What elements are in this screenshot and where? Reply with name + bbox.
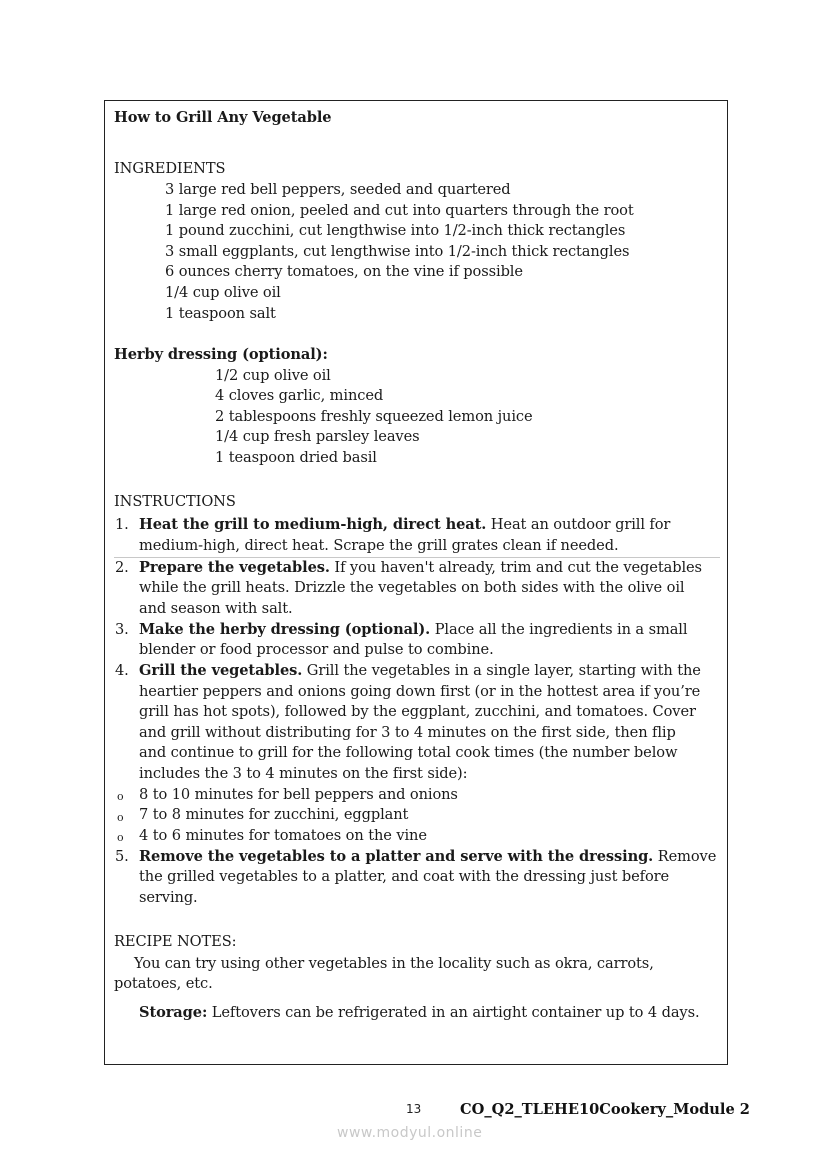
notes-text: You can try using other vegetables in the locality such as okra, carrots, xyxy=(134,955,654,972)
module-code: CO_Q2_TLEHE10Cookery_Module 2 xyxy=(460,1101,750,1118)
dressing-heading: Herby dressing (optional): xyxy=(114,346,328,363)
ingredient-item: 3 large red bell peppers, seeded and quartered xyxy=(165,181,511,198)
bullet-icon: o xyxy=(117,811,124,824)
step-number: 3. xyxy=(115,621,129,638)
watermark: www.modyul.online xyxy=(337,1125,483,1141)
notes-text: potatoes, etc. xyxy=(114,975,213,992)
step-title: Prepare the vegetables. xyxy=(139,559,330,576)
ingredient-item: 3 small eggplants, cut lengthwise into 1/2-inch thick rectangles xyxy=(165,243,630,260)
dressing-item: 2 tablespoons freshly squeezed lemon juice xyxy=(215,408,533,425)
cook-time-item: 8 to 10 minutes for bell peppers and onions xyxy=(139,786,458,803)
notes-heading: RECIPE NOTES: xyxy=(114,933,237,950)
step-number: 2. xyxy=(115,559,129,576)
storage-note: Storage: Leftovers can be refrigerated in an airtight container up to 4 days. xyxy=(139,1004,700,1021)
step-number: 5. xyxy=(115,848,129,865)
step-line: heartier peppers and onions going down first (or in the hottest area if you’re xyxy=(139,683,701,700)
step-line: serving. xyxy=(139,889,198,906)
ingredient-item: 1 large red onion, peeled and cut into quarters through the root xyxy=(165,202,634,219)
step-line: while the grill heats. Drizzle the vegetables on both sides with the olive oil xyxy=(139,579,685,596)
dressing-item: 1 teaspoon dried basil xyxy=(215,449,377,466)
ingredient-item: 1 pound zucchini, cut lengthwise into 1/2-inch thick rectangles xyxy=(165,222,626,239)
step-line: Heat the grill to medium-high, direct heat. Heat an outdoor grill for xyxy=(139,516,671,533)
bullet-icon: o xyxy=(117,831,124,844)
step-line: Make the herby dressing (optional). Place all the ingredients in a small xyxy=(139,621,688,638)
storage-label: Storage: xyxy=(139,1004,208,1021)
dressing-item: 4 cloves garlic, minced xyxy=(215,387,384,404)
step-line: medium-high, direct heat. Scrape the grill grates clean if needed. xyxy=(139,537,619,554)
page-number: 13 xyxy=(406,1102,422,1116)
step-title: Heat the grill to medium-high, direct heat. xyxy=(139,516,487,533)
bullet-icon: o xyxy=(117,790,124,803)
step-line: and grill without distributing for 3 to 4 minutes on the first side, then flip xyxy=(139,724,676,741)
step-number: 4. xyxy=(115,662,129,679)
step-line: includes the 3 to 4 minutes on the first side): xyxy=(139,765,468,782)
ingredients-heading: INGREDIENTS xyxy=(114,160,226,177)
step-line: blender or food processor and pulse to combine. xyxy=(139,641,494,658)
ingredient-item: 1/4 cup olive oil xyxy=(165,284,281,301)
step-line: Grill the vegetables. Grill the vegetables in a single layer, starting with the xyxy=(139,662,701,679)
step-line: Remove the vegetables to a platter and serve with the dressing. Remove xyxy=(139,848,717,865)
step-number: 1. xyxy=(115,516,129,533)
dressing-item: 1/2 cup olive oil xyxy=(215,367,331,384)
instructions-heading: INSTRUCTIONS xyxy=(114,493,236,510)
recipe-title: How to Grill Any Vegetable xyxy=(114,109,332,126)
cook-time-item: 4 to 6 minutes for tomatoes on the vine xyxy=(139,827,427,844)
step-line: and season with salt. xyxy=(139,600,293,617)
step-line: grill has hot spots), followed by the eggplant, zucchini, and tomatoes. Cover xyxy=(139,703,696,720)
dressing-item: 1/4 cup fresh parsley leaves xyxy=(215,428,420,445)
ingredient-item: 1 teaspoon salt xyxy=(165,305,276,322)
step-title: Make the herby dressing (optional). xyxy=(139,621,431,638)
step-title: Remove the vegetables to a platter and serve with the dressing. xyxy=(139,848,654,865)
step-line: Prepare the vegetables. If you haven't already, trim and cut the vegetables xyxy=(139,559,702,576)
cook-time-item: 7 to 8 minutes for zucchini, eggplant xyxy=(139,806,409,823)
ingredient-item: 6 ounces cherry tomatoes, on the vine if possible xyxy=(165,263,523,280)
step-title: Grill the vegetables. xyxy=(139,662,303,679)
step-line: and continue to grill for the following total cook times (the number below xyxy=(139,744,678,761)
step-line: the grilled vegetables to a platter, and coat with the dressing just before xyxy=(139,868,670,885)
